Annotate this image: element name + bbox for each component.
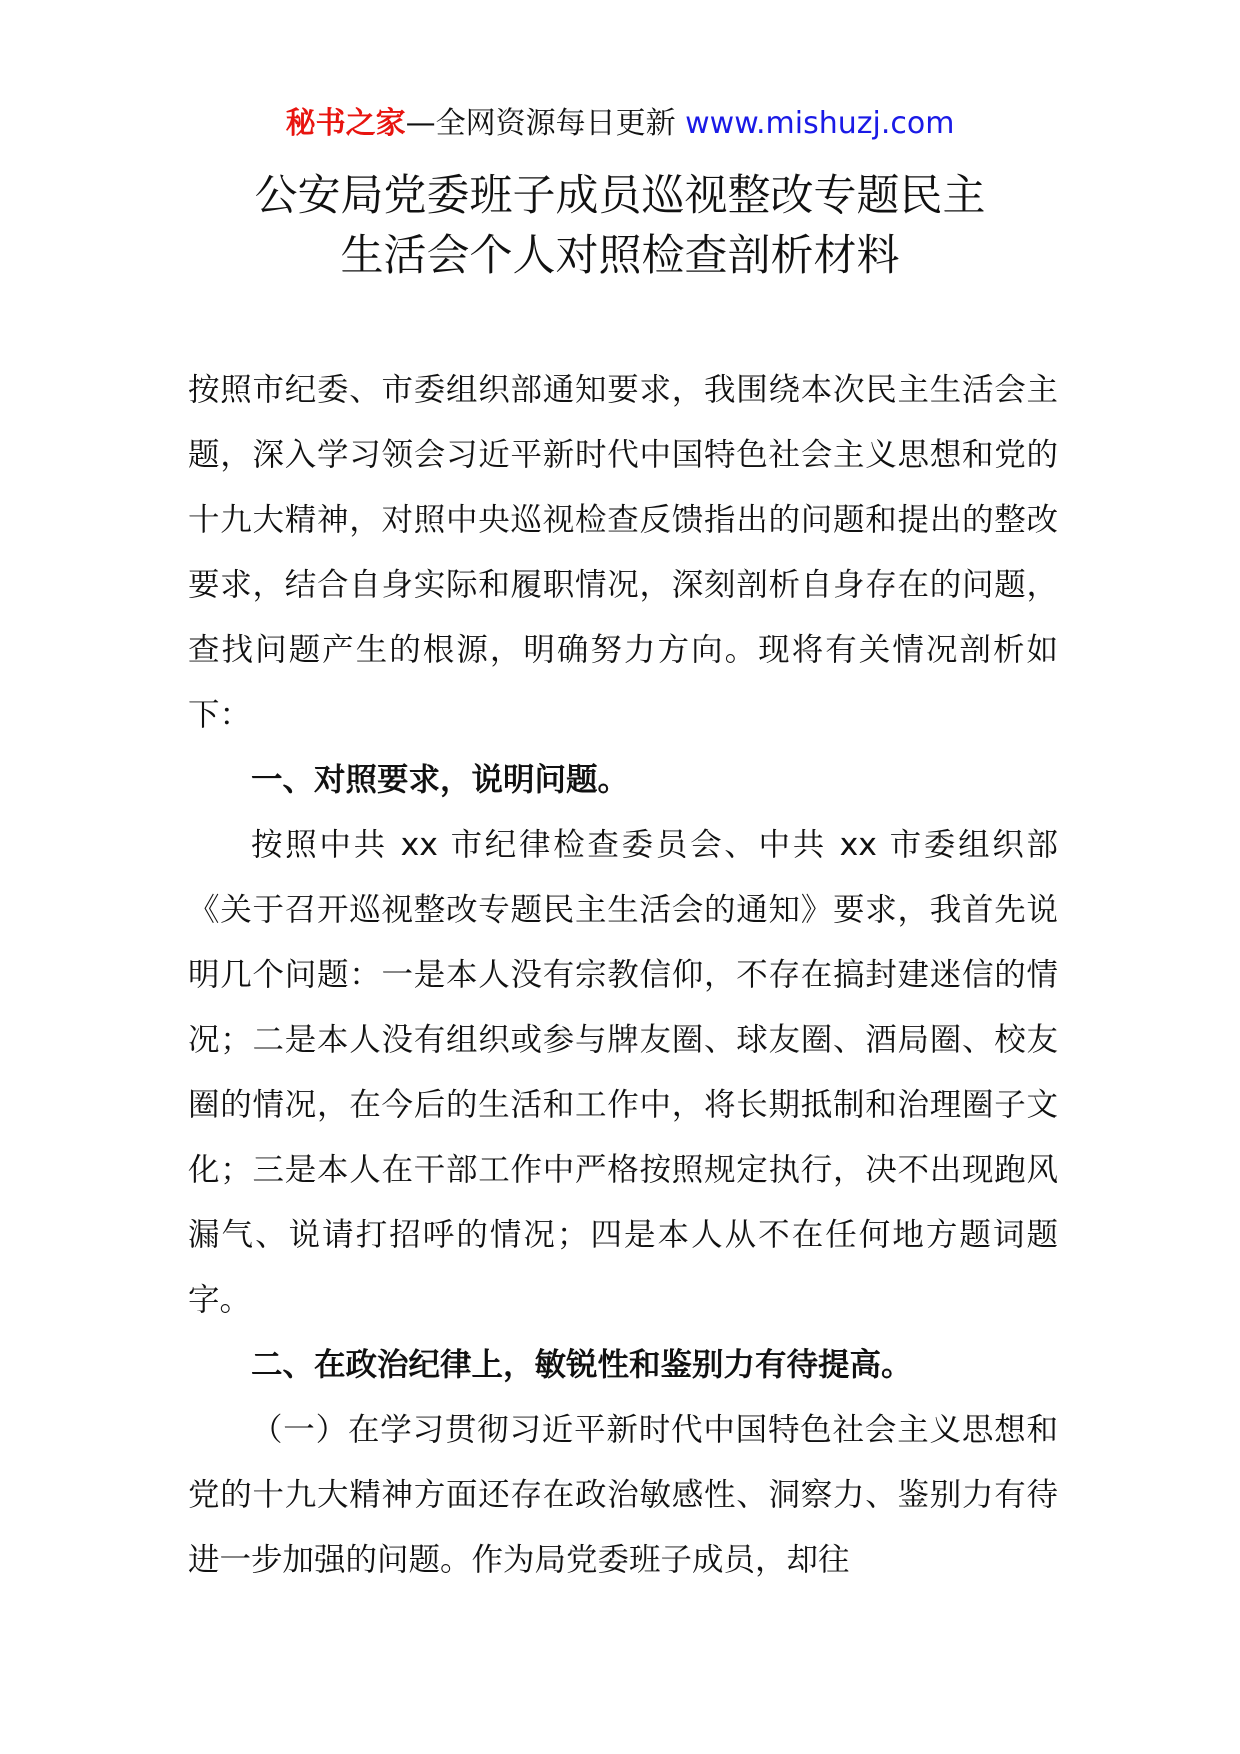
document-title — [0, 166, 1240, 286]
intro-paragraph: 按照市纪委、市委组织部通知要求，我围绕本次民主生活会主题，深入学习领会习近平新时代中国特色社会主义思想和党的十九大精神，对照中央巡视检查反馈指出的问题和提出的整改要求，结合自身实际和履职情况，深刻剖析自身存在的问题，查找问题产生的根源，明确努力方向。现将有关情况剖析如下： — [188, 372, 1058, 733]
title-line-2: 生活会个人对照检查剖析材料 — [340, 231, 900, 281]
header-tagline: —全网资源每日更新 — [405, 106, 686, 141]
brand-name: 秘书之家 — [285, 106, 406, 141]
title-line-1: 公安局党委班子成员巡视整改专题民主 — [254, 171, 986, 221]
section-1-paragraph: 按照中共 xx 市纪律检查委员会、中共 xx 市委组织部《关于召开巡视整改专题民主生活会的通知》要求，我首先说明几个问题：一是本人没有宗教信仰，不存在搞封建迷信的情况；二是本人没有组织或参与牌友圈、球友圈、酒局圈、校友圈的情况，在今后的生活和工作中，将长期抵制和治理圈子文化；三是本人在干部工作中严格按照规定执行，决不出现跑风漏气、说请打招呼的情况；四是本人从不在任何地方题词题字。 — [188, 827, 1058, 1318]
document-body — [188, 358, 1058, 1593]
section-1-heading: 一、对照要求，说明问题。 — [251, 762, 630, 798]
section-2-heading: 二、在政治纪律上，敏锐性和鉴别力有待提高。 — [251, 1347, 913, 1383]
watermark-header — [0, 104, 1240, 144]
website-link[interactable]: www.mishuzj.com — [685, 106, 955, 141]
section-2-subsection-1: （一）在学习贯彻习近平新时代中国特色社会主义思想和党的十九大精神方面还存在政治敏感性、洞察力、鉴别力有待进一步加强的问题。作为局党委班子成员，却往 — [188, 1412, 1058, 1578]
